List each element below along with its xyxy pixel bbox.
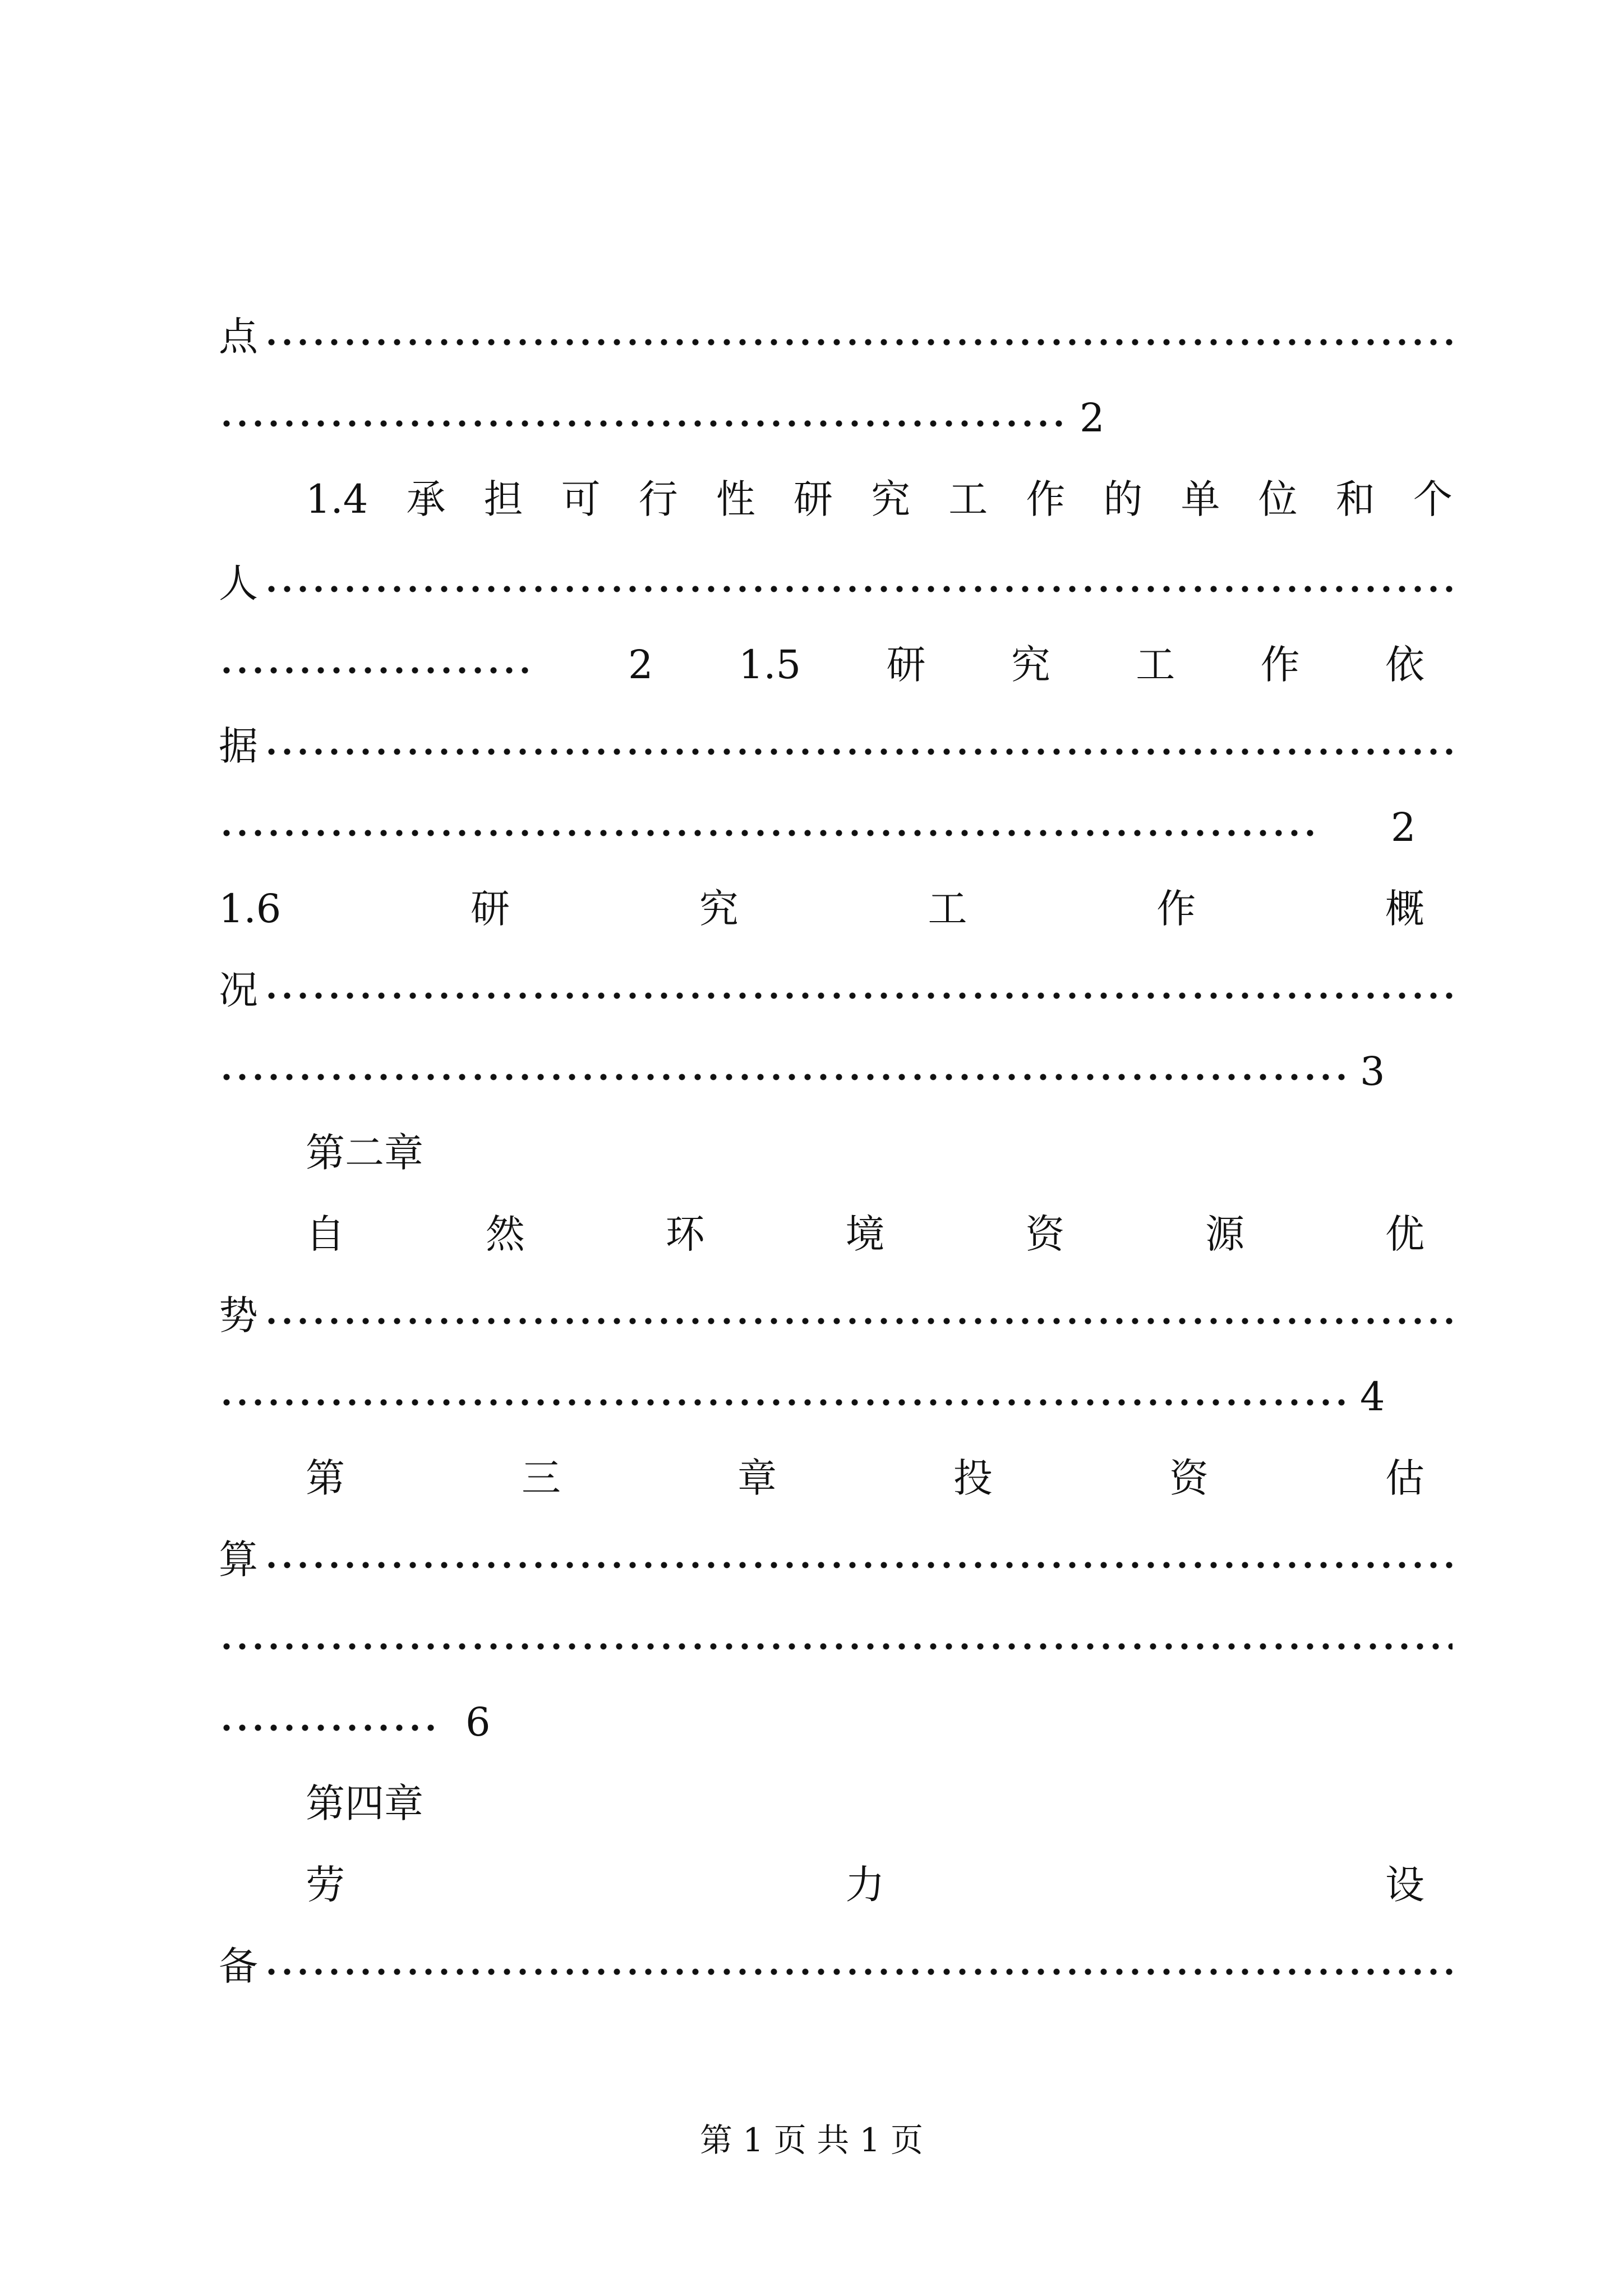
title-char: 作 [1260,642,1300,688]
section-number: 1.5 [738,642,801,688]
toc-entry-continuation [219,956,1453,1024]
leader-dots [264,550,1453,617]
leader-dots [264,712,1453,780]
title-char: 工 [1136,642,1175,688]
section-number: 1.6 [219,886,282,932]
page-footer: 第 1 页 共 1 页 [700,2121,923,2159]
toc-page-number: 4 [1360,1374,1385,1420]
toc-entry-continuation [219,550,1453,617]
title-char: 工 [948,476,988,522]
toc-entry-continuation [219,1282,1453,1349]
chapter-heading: 第四章 [306,1780,423,1826]
section-number: 1.4 [306,476,368,522]
title-char: 估 [1385,1455,1424,1501]
toc-page-number: 2 [628,642,653,688]
title-char: 自 [306,1211,345,1257]
title-char: 承 [406,476,446,522]
title-char: 作 [1026,476,1066,522]
toc-entry-continuation [219,1526,1453,1593]
leader-dots [219,794,1318,861]
toc-entry-text: 人 [219,560,258,606]
toc-page-number: 2 [1080,395,1105,441]
leader-dots [219,384,1066,452]
toc-entry-text: 据 [219,723,258,769]
toc-entry-text: 点 [219,314,258,360]
leader-dots [219,1607,1453,1674]
title-char: 可 [561,476,601,522]
toc-entry-text: 备 [219,1943,258,1989]
toc-page-number: 6 [465,1699,491,1745]
title-char: 单 [1181,476,1220,522]
title-char: 究 [871,476,911,522]
title-char: 三 [522,1455,561,1501]
leader-dots [264,303,1453,370]
title-char: 研 [793,476,833,522]
title-char: 行 [638,476,678,522]
title-char: 个 [1413,476,1453,522]
title-char: 源 [1205,1211,1245,1257]
toc-entry-1-6 [219,875,1424,942]
leader-dots [264,1526,1453,1593]
title-char: 设 [1385,1862,1424,1908]
toc-entry-chapter-2 [306,1200,1424,1268]
toc-entry-continuation [219,303,1453,370]
leader-dots [264,1282,1453,1349]
title-char: 和 [1335,476,1375,522]
title-char: 资 [1169,1455,1209,1501]
toc-entry-chapter-3 [306,1444,1424,1512]
toc-entry-text: 势 [219,1292,258,1338]
title-char: 研 [886,642,926,688]
toc-entry-text: 算 [219,1536,258,1582]
title-char: 章 [737,1455,777,1501]
toc-page-number: 2 [1391,804,1416,850]
title-char: 作 [1156,886,1196,932]
title-char: 工 [928,886,967,932]
title-char: 概 [1385,886,1424,932]
toc-entry-continuation [219,712,1453,780]
toc-entry-1-5 [628,631,1424,698]
leader-dots [219,631,533,698]
toc-entry-continuation [219,1932,1453,2000]
title-char: 环 [665,1211,705,1257]
title-char: 境 [845,1211,885,1257]
leader-dots [219,1363,1346,1430]
toc-entry-text: 况 [219,967,258,1013]
title-char: 担 [483,476,523,522]
chapter-heading: 第二章 [306,1130,423,1176]
title-char: 究 [699,886,739,932]
toc-entry-chapter-4 [306,1851,1424,1918]
title-char: 投 [953,1455,993,1501]
title-char: 然 [485,1211,525,1257]
leader-dots [219,1688,443,1756]
toc-page-number: 3 [1360,1048,1385,1094]
title-char: 位 [1258,476,1298,522]
leader-dots [264,1932,1453,2000]
title-char: 力 [845,1862,885,1908]
title-char: 第 [306,1455,345,1501]
toc-entry-1-4 [306,466,1453,533]
title-char: 劳 [306,1862,345,1908]
title-char: 优 [1385,1211,1424,1257]
title-char: 的 [1103,476,1143,522]
title-char: 性 [716,476,755,522]
title-char: 依 [1385,642,1424,688]
title-char: 研 [471,886,510,932]
title-char: 究 [1011,642,1050,688]
title-char: 资 [1025,1211,1065,1257]
leader-dots [219,1038,1346,1105]
leader-dots [264,956,1453,1024]
